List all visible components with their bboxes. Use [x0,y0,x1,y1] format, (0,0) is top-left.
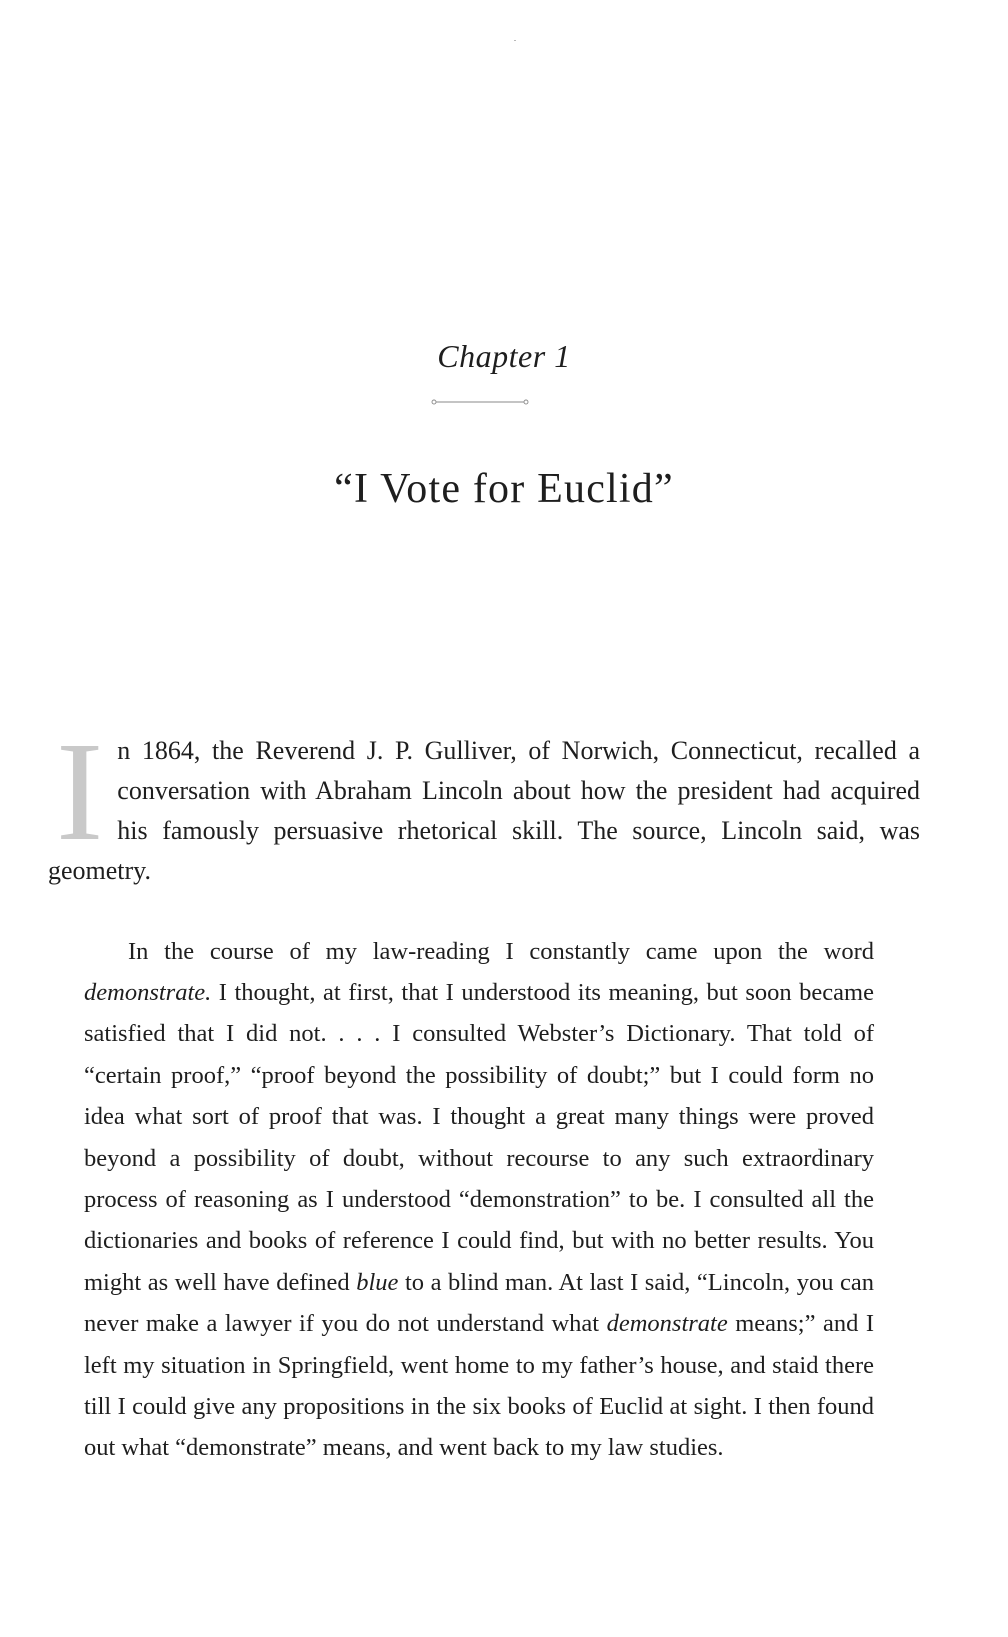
quote-text-3: to a blind man. At last I said, “Lincoln, you can never make a lawyer if you do not understand what [84,1268,874,1338]
chapter-label: Chapter 1 [437,338,571,374]
quote-emphasis-demonstrate-2: demonstrate [606,1310,728,1338]
chapter-ornament-divider [430,398,530,406]
quote-emphasis-blue: blue [356,1268,399,1296]
quote-text-1: In the course of my law-reading I constantly came upon the word [128,937,874,965]
block-quote [84,931,874,1469]
quote-text-2: I thought, at first, that I understood its meaning, but soon became satisfied that I did not. . . . I consulted Webster’s Dictionary. That told of “certain proof,” “proof beyond the possibility of doubt;” but I could form no idea what sort of proof that was. I thought a great many things were proved beyond a possibility of doubt, without recourse to any such extraordinary process of reasoning as I understood “demonstration” to be. I consulted all the dictionaries and books of reference I could find, but with no better results. You might as well have defined [84,978,874,1296]
quote-text-4: means;” and I left my situation in Springfield, went home to my father’s house, and staid there till I could give any propositions in the six books of Euclid at sight. I then found out what “demonstrate” means, and went back to my law studies. [84,1310,875,1462]
quote-emphasis-demonstrate: demonstrate. [84,978,212,1006]
opening-text: n 1864, the Reverend J. P. Gulliver, of Norwich, Connecticut, recalled a conversation with Abraham Lincoln about how the president had acquired his famously persuasive rhetorical skill. The source, Lincoln said, was geometry. [48,736,920,885]
chapter-title: “I Vote for Euclid” [334,466,674,512]
scan-speck [514,40,516,41]
drop-cap: I [56,712,104,870]
opening-paragraph [48,712,920,891]
